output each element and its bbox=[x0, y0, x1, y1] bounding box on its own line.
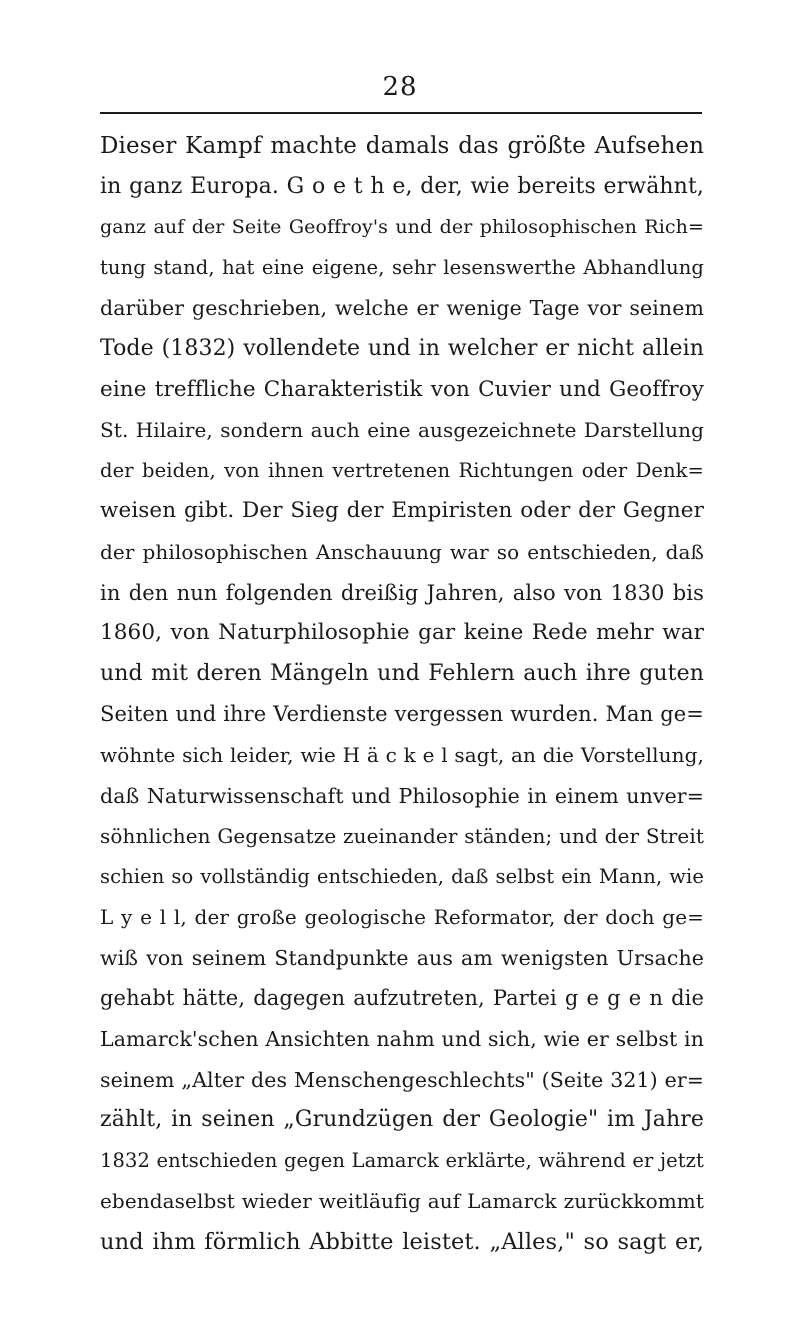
text-line: zählt, in seinen „Grundzügen der Geologie" im Jahre bbox=[100, 1107, 704, 1133]
body-text bbox=[100, 126, 704, 1263]
text-line: Tode (1832) vollendete und in welcher er nicht allein bbox=[100, 335, 704, 361]
text-line: wiß von seinem Standpunkte aus am wenigsten Ursache bbox=[100, 945, 704, 970]
text-line: daß Naturwissenschaft und Philosophie in einem unver= bbox=[100, 783, 704, 808]
text-line: der philosophischen Anschauung war so entschieden, daß bbox=[100, 539, 704, 564]
page-number: 28 bbox=[382, 72, 418, 102]
text-line: 1860, von Naturphilosophie gar keine Rede mehr war bbox=[100, 620, 704, 646]
text-line: und mit deren Mängeln und Fehlern auch ihre guten bbox=[100, 660, 704, 686]
text-line: Seiten und ihre Verdienste vergessen wurden. Man ge= bbox=[100, 702, 704, 727]
text-line: darüber geschrieben, welche er wenige Tage vor seinem bbox=[100, 296, 704, 321]
text-line: und ihm förmlich Abbitte leistet. „Alles," so sagt er, bbox=[100, 1229, 704, 1256]
text-line: weisen gibt. Der Sieg der Empiristen oder der Gegner bbox=[100, 498, 704, 524]
text-line: Dieser Kampf machte damals das größte Aufsehen bbox=[100, 133, 704, 159]
text-line: St. Hilaire, sondern auch eine ausgezeichnete Darstellung bbox=[100, 418, 704, 443]
text-line: in den nun folgenden dreißig Jahren, also von 1830 bis bbox=[100, 580, 704, 605]
text-line: schien so vollständig entschieden, daß selbst ein Mann, wie bbox=[100, 864, 704, 888]
text-line: in ganz Europa. G o e t h e, der, wie bereits erwähnt, bbox=[100, 173, 704, 199]
text-line: wöhnte sich leider, wie H ä c k e l sagt, an die Vorstellung, bbox=[100, 742, 704, 767]
text-line: ebendaselbst wieder weitläufig auf Lamarck zurückkommt bbox=[100, 1189, 704, 1214]
text-line: tung stand, hat eine eigene, sehr lesenswerthe Abhandlung bbox=[100, 255, 704, 279]
text-line: ganz auf der Seite Geoffroy's und der philosophischen Rich= bbox=[100, 216, 704, 239]
text-line: seinem „Alter des Menschengeschlechts" (Seite 321) er= bbox=[100, 1067, 704, 1092]
header-rule bbox=[100, 112, 702, 114]
text-line: eine treffliche Charakteristik von Cuvier und Geoffroy bbox=[100, 376, 704, 402]
text-line: söhnlichen Gegensatze zueinander ständen; und der Streit bbox=[100, 824, 704, 849]
text-line: der beiden, von ihnen vertretenen Richtungen oder Denk= bbox=[100, 458, 704, 482]
text-line: 1832 entschieden gegen Lamarck erklärte, während er jetzt bbox=[100, 1148, 704, 1172]
text-line: L y e l l, der große geologische Reformator, der doch ge= bbox=[100, 905, 704, 930]
text-line: Lamarck'schen Ansichten nahm und sich, wie er selbst in bbox=[100, 1027, 704, 1052]
text-line: gehabt hätte, dagegen aufzutreten, Partei g e g e n die bbox=[100, 986, 704, 1011]
